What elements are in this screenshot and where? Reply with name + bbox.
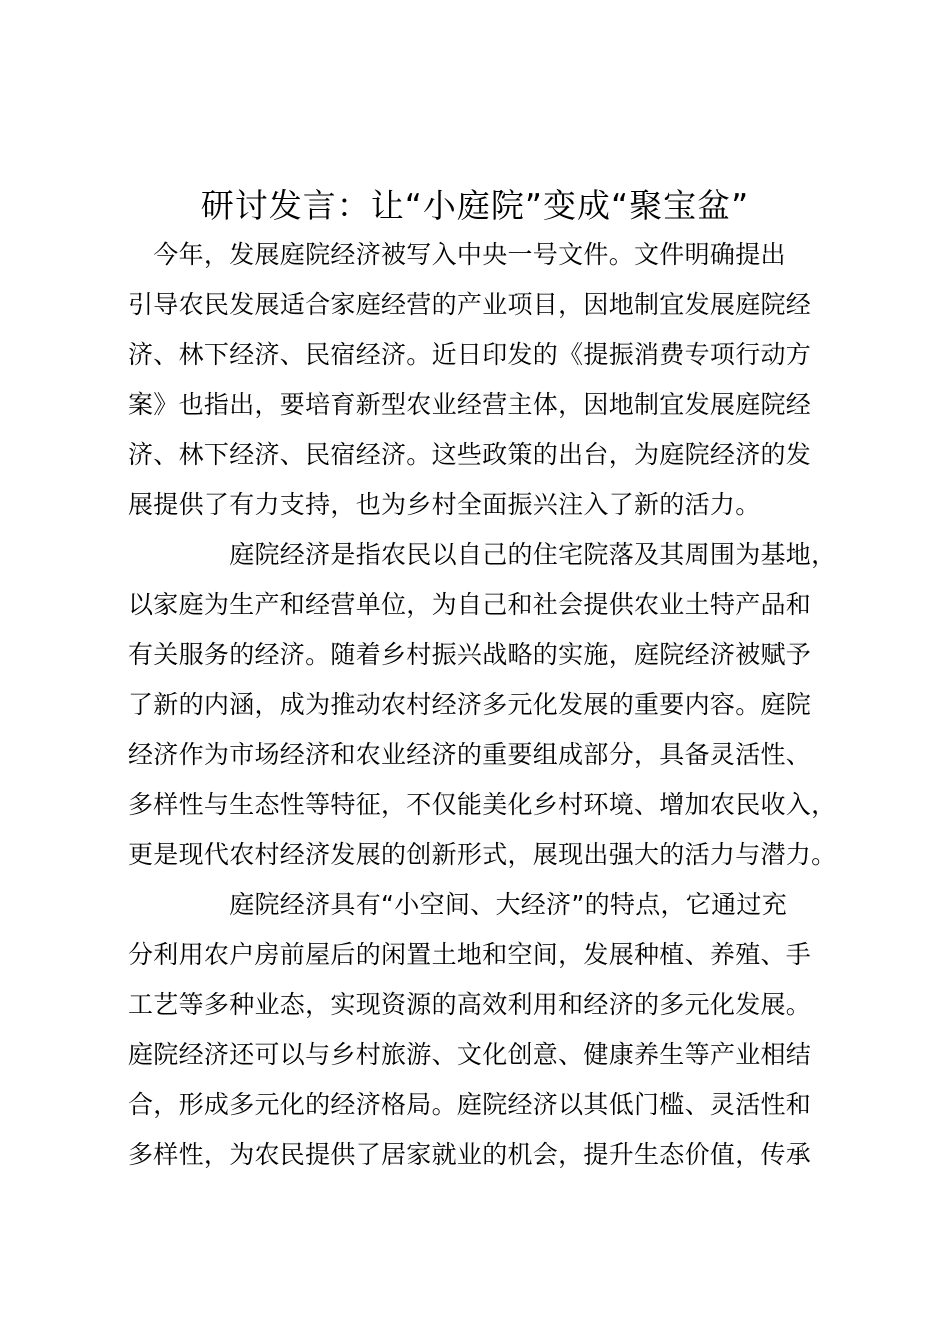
paragraph-1-line: 案》也指出，要培育新型农业经营主体，因地制宜发展庭院经 — [128, 390, 812, 419]
paragraph-3-line: 分利用农户房前屋后的闲置土地和空间，发展种植、养殖、手 — [128, 940, 812, 969]
paragraph-1-line: 引导农民发展适合家庭经营的产业项目，因地制宜发展庭院经 — [128, 290, 812, 319]
paragraph-3-line: 合，形成多元化的经济格局。庭院经济以其低门槛、灵活性和 — [128, 1090, 812, 1119]
paragraph-1-line: 济、林下经济、民宿经济。这些政策的出台，为庭院经济的发 — [128, 440, 812, 469]
paragraph-2-line: 多样性与生态性等特征，不仅能美化乡村环境、增加农民收入， — [128, 790, 837, 819]
paragraph-2-line: 庭院经济是指农民以自己的住宅院落及其周围为基地， — [128, 540, 837, 569]
paragraph-3-line: 庭院经济具有“小空间、大经济”的特点，它通过充 — [128, 890, 788, 919]
paragraph-3-line: 多样性，为农民提供了居家就业的机会，提升生态价值，传承 — [128, 1140, 812, 1169]
document-title: 研讨发言：让“小庭院”变成“聚宝盆” — [200, 186, 750, 225]
paragraph-2-line: 更是现代农村经济发展的创新形式，展现出强大的活力与潜力。 — [128, 840, 837, 869]
paragraph-2-line: 有关服务的经济。随着乡村振兴战略的实施，庭院经济被赋予 — [128, 640, 812, 669]
paragraph-2-line: 以家庭为生产和经营单位，为自己和社会提供农业土特产品和 — [128, 590, 812, 619]
paragraph-1-line: 展提供了有力支持，也为乡村全面振兴注入了新的活力。 — [128, 490, 761, 519]
paragraph-2-line: 了新的内涵，成为推动农村经济多元化发展的重要内容。庭院 — [128, 690, 812, 719]
paragraph-1-line: 今年，发展庭院经济被写入中央一号文件。文件明确提出 — [128, 240, 786, 269]
paragraph-1-line: 济、林下经济、民宿经济。近日印发的《提振消费专项行动方 — [128, 340, 812, 369]
paragraph-2-line: 经济作为市场经济和农业经济的重要组成部分，具备灵活性、 — [128, 740, 812, 769]
paragraph-3-line: 庭院经济还可以与乡村旅游、文化创意、健康养生等产业相结 — [128, 1040, 812, 1069]
paragraph-3-line: 工艺等多种业态，实现资源的高效利用和经济的多元化发展。 — [128, 990, 812, 1019]
